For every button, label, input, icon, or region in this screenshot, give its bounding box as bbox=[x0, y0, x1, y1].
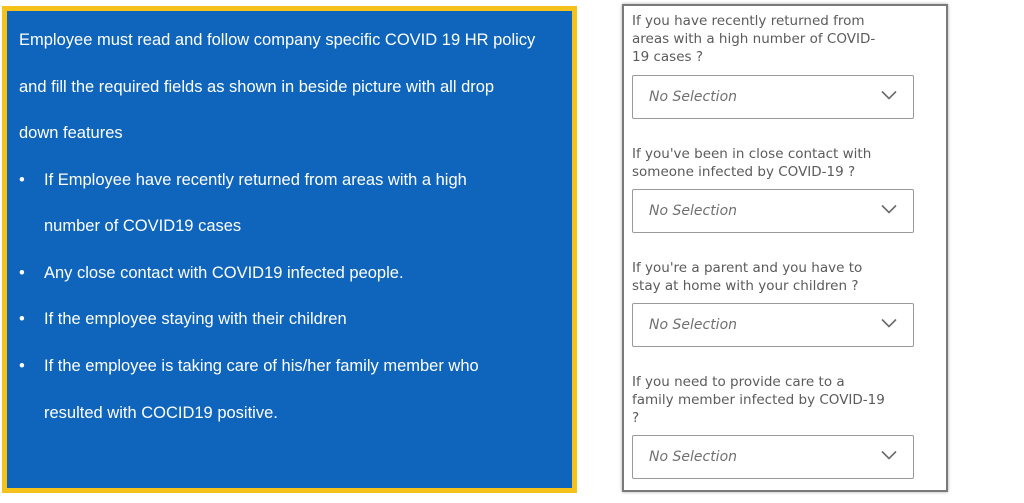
label-line: If you've been in close contact with bbox=[632, 146, 872, 162]
label-line: If you have recently returned from bbox=[632, 13, 865, 29]
select-value: No Selection bbox=[649, 317, 738, 333]
intro-text-line: down features bbox=[19, 124, 123, 142]
bullet-text-line: resulted with COCID19 positive. bbox=[44, 404, 278, 422]
family-care-label bbox=[632, 373, 932, 427]
intro-text-line: and fill the required fields as shown in beside picture with all drop bbox=[19, 78, 495, 96]
bullet-text-line: If Employee have recently returned from areas with a high bbox=[44, 171, 467, 189]
label-line: areas with a high number of COVID- bbox=[632, 31, 876, 47]
bullet-icon: • bbox=[19, 171, 25, 189]
select-value: No Selection bbox=[649, 203, 738, 219]
parent-at-home-label bbox=[632, 259, 932, 295]
label-line: If you're a parent and you have to bbox=[632, 260, 863, 276]
select-value: No Selection bbox=[649, 89, 738, 105]
label-line: someone infected by COVID-19 ? bbox=[632, 164, 856, 180]
select-value: No Selection bbox=[649, 449, 738, 465]
bullet-icon: • bbox=[19, 310, 25, 328]
bullet-text-line: If the employee staying with their children bbox=[44, 310, 347, 328]
bullet-text-line: number of COVID19 cases bbox=[44, 217, 242, 235]
label-line: If you need to provide care to a bbox=[632, 374, 845, 390]
parent-at-home-select[interactable] bbox=[632, 303, 914, 347]
chevron-down-icon bbox=[881, 204, 897, 214]
bullet-text-line: Any close contact with COVID19 infected people. bbox=[44, 264, 404, 282]
family-care-select[interactable] bbox=[632, 435, 914, 479]
returned-from-areas-select[interactable] bbox=[632, 75, 914, 119]
instruction-panel bbox=[2, 6, 577, 493]
bullet-icon: • bbox=[19, 264, 25, 282]
label-line: stay at home with your children ? bbox=[632, 278, 859, 294]
returned-from-areas-label bbox=[632, 12, 932, 66]
label-line: ? bbox=[632, 410, 640, 426]
label-line: 19 cases ? bbox=[632, 49, 703, 65]
chevron-down-icon bbox=[881, 318, 897, 328]
bullet-icon: • bbox=[19, 357, 25, 375]
covid-questionnaire-form bbox=[622, 4, 948, 492]
bullet-text-line: If the employee is taking care of his/her family member who bbox=[44, 357, 479, 375]
chevron-down-icon bbox=[881, 90, 897, 100]
close-contact-select[interactable] bbox=[632, 189, 914, 233]
close-contact-label bbox=[632, 145, 932, 181]
chevron-down-icon bbox=[881, 450, 897, 460]
label-line: family member infected by COVID-19 bbox=[632, 392, 885, 408]
intro-text-line: Employee must read and follow company specific COVID 19 HR policy bbox=[19, 31, 536, 49]
